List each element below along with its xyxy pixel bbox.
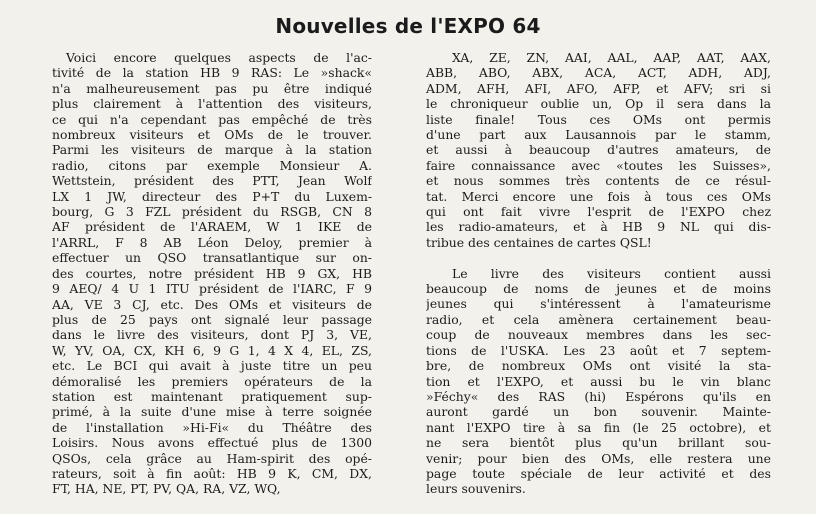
text-line: nant l'EXPO tire à sa fin (le 25 octobre), et bbox=[426, 419, 771, 435]
left-text-column bbox=[52, 50, 372, 510]
text-line: de l'installation »Hi-Fi« du Théâtre des bbox=[52, 419, 372, 435]
text-line: effectuer un QSO transatlantique sur on- bbox=[52, 250, 372, 266]
text-line: radio, citons par exemple Monsieur A. bbox=[52, 157, 372, 173]
text-line: qui ont fait vivre l'esprit de l'EXPO chez bbox=[426, 204, 771, 220]
text-line: Le livre des visiteurs contient aussi bbox=[452, 265, 771, 281]
text-line: Voici encore quelques aspects de l'ac- bbox=[66, 50, 372, 65]
right-text-column bbox=[426, 50, 771, 510]
text-line: beaucoup de noms de jeunes et de moins bbox=[426, 281, 771, 297]
text-line: coup de nouveaux membres dans les sec- bbox=[426, 327, 771, 343]
text-line: etc. Le BCI qui avait à juste titre un peu bbox=[52, 358, 372, 374]
text-line: et aussi à beaucoup d'autres amateurs, de bbox=[426, 142, 771, 158]
text-line: tribue des centaines de cartes QSL! bbox=[426, 234, 652, 250]
text-line: AF président de l'ARAEM, W 1 IKE de bbox=[52, 219, 372, 235]
text-line: Wettstein, président des PTT, Jean Wolf bbox=[52, 173, 372, 189]
page-title: Nouvelles de l'EXPO 64 bbox=[275, 14, 541, 38]
text-line: primé, à la suite d'une mise à terre soignée bbox=[52, 404, 372, 420]
text-line: Loisirs. Nous avons effectué plus de 1300 bbox=[52, 435, 372, 451]
text-line: tivité de la station HB 9 RAS: Le »shack« bbox=[52, 65, 372, 81]
text-line: démoralisé les premiers opérateurs de la bbox=[52, 373, 372, 389]
text-line: le chroniqueur oublie un, Op il sera dans la bbox=[426, 96, 771, 112]
text-line: QSOs, cela grâce au Ham-spirit des opé- bbox=[52, 450, 372, 466]
text-line: jeunes qui s'intéressent à l'amateurisme bbox=[426, 296, 771, 312]
text-line: bre, de nombreux OMs ont visité la sta- bbox=[426, 358, 771, 374]
text-line: XA, ZE, ZN, AAI, AAL, AAP, AAT, AAX, bbox=[452, 50, 771, 65]
text-line: ADM, AFH, AFI, AFO, AFP, et AFV; sri si bbox=[426, 80, 771, 96]
text-line: et nous sommes très contents de ce résul- bbox=[426, 173, 771, 189]
text-line: station est maintenant pratiquement sup- bbox=[52, 388, 372, 404]
text-line: Parmi les visiteurs de marque à la station bbox=[52, 142, 372, 158]
text-line: n'a malheureusement pas pu être indiqué bbox=[52, 80, 372, 96]
text-line: des courtes, notre président HB 9 GX, HB bbox=[52, 265, 372, 281]
text-line: page toute spéciale de leur activité et des bbox=[426, 465, 771, 481]
text-line: tat. Merci encore une fois à tous ces OMs bbox=[426, 188, 771, 204]
text-line: ce qui n'a cependant pas empêché de très bbox=[52, 111, 372, 127]
text-line: d'une part aux Lausannois par le stamm, bbox=[426, 127, 771, 143]
text-line: radio, et cela amènera certainement beau- bbox=[426, 311, 771, 327]
text-line: plus clairement à l'attention des visiteurs, bbox=[52, 96, 372, 112]
text-line: 9 AEQ/ 4 U 1 ITU président de l'IARC, F 9 bbox=[52, 281, 372, 297]
text-line: auront gardé un bon souvenir. Mainte- bbox=[426, 404, 771, 420]
text-line: tion et l'EXPO, et aussi bu le vin blanc bbox=[426, 373, 771, 389]
paragraph-break bbox=[426, 250, 771, 265]
text-line: leurs souvenirs. bbox=[426, 481, 526, 497]
text-line: ne sera bientôt plus qu'un brillant sou- bbox=[426, 435, 771, 451]
text-line: nombreux visiteurs et OMs de le trouver. bbox=[52, 127, 372, 143]
text-line: bourg, G 3 FZL président du RSGB, CN 8 bbox=[52, 204, 372, 220]
text-line: l'ARRL, F 8 AB Léon Deloy, premier à bbox=[52, 234, 372, 250]
text-line: ABB, ABO, ABX, ACA, ACT, ADH, ADJ, bbox=[426, 65, 771, 81]
text-line: plus de 25 pays ont signalé leur passage bbox=[52, 311, 372, 327]
text-line: AA, VE 3 CJ, etc. Des OMs et visiteurs de bbox=[52, 296, 372, 312]
text-line: rateurs, soit à fin août: HB 9 K, CM, DX, bbox=[52, 465, 372, 481]
text-line: les radio-amateurs, et à HB 9 NL qui dis- bbox=[426, 219, 771, 235]
text-line: tions de l'USKA. Les 23 août et 7 septem- bbox=[426, 342, 771, 358]
text-line: LX 1 JW, directeur des P+T du Luxem- bbox=[52, 188, 372, 204]
text-line: W, YV, OA, CX, KH 6, 9 G 1, 4 X 4, EL, ZS, bbox=[52, 342, 372, 358]
text-line: FT, HA, NE, PT, PV, QA, RA, VZ, WQ, bbox=[52, 481, 281, 497]
text-line: »Féchy« des RAS (hi) Espérons qu'ils en bbox=[426, 388, 771, 404]
text-line: liste finale! Tous ces OMs ont permis bbox=[426, 111, 771, 127]
text-line: venir; pour bien des OMs, elle restera une bbox=[426, 450, 771, 466]
text-line: faire connaissance avec «toutes les Suisses», bbox=[426, 157, 771, 173]
text-line: dans le livre des visiteurs, dont PJ 3, VE, bbox=[52, 327, 372, 343]
